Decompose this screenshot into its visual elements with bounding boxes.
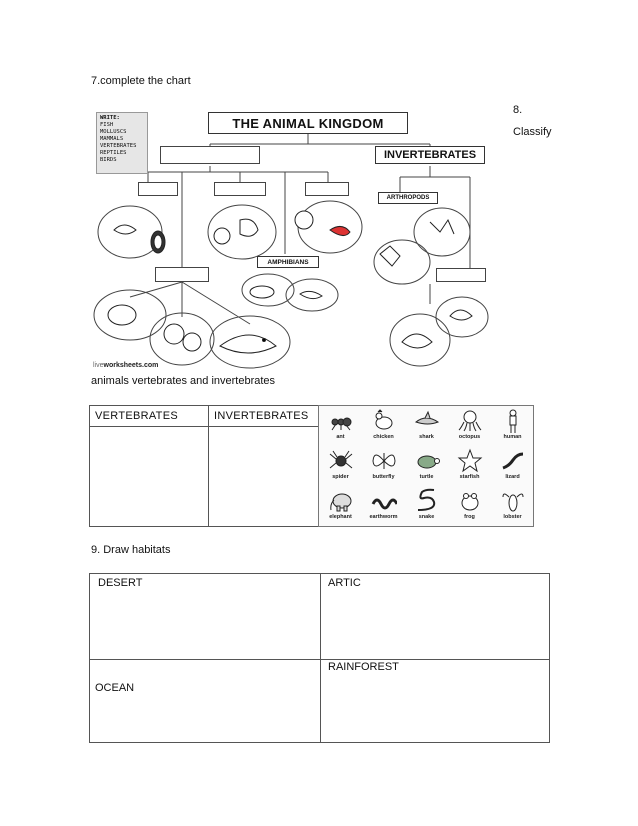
snake-icon xyxy=(414,488,440,514)
invertebrates-label: INVERTEBRATES xyxy=(375,146,485,164)
write-item: MOLLUSCS xyxy=(100,129,127,135)
invertebrates-column-header: INVERTEBRATES xyxy=(214,410,309,422)
chicken-icon xyxy=(371,408,397,434)
vertebrates-answer-cell[interactable] xyxy=(91,428,207,526)
vertebrates-answer-box[interactable] xyxy=(160,146,260,164)
question-8-text: Classify xyxy=(513,126,552,138)
animal-shark xyxy=(405,406,448,446)
animal-caption: chicken xyxy=(373,434,394,440)
answer-box-molluscs[interactable] xyxy=(436,268,486,282)
answer-box-reptiles[interactable] xyxy=(214,182,266,196)
write-item: FISH xyxy=(100,122,114,128)
animal-caption: lizard xyxy=(505,474,520,480)
question-8-number: 8. xyxy=(513,104,523,116)
animal-butterfly xyxy=(362,446,405,486)
write-header: WRITE: xyxy=(100,115,120,121)
animal-human xyxy=(491,406,534,446)
ocean-drawing-area[interactable] xyxy=(91,698,319,742)
animal-caption: butterfly xyxy=(372,474,395,480)
write-item: VERTEBRATES xyxy=(100,143,137,149)
ant-icon xyxy=(328,408,354,434)
animal-frog xyxy=(448,486,491,526)
question-7-heading: 7.complete the chart xyxy=(91,75,191,87)
shark-icon xyxy=(414,408,440,434)
earthworm-icon xyxy=(371,488,397,514)
animal-kingdom-chart xyxy=(90,102,502,370)
invertebrates-answer-cell[interactable] xyxy=(210,428,318,526)
animal-caption: turtle xyxy=(419,474,434,480)
animal-ant xyxy=(319,406,362,446)
answer-box-birds[interactable] xyxy=(138,182,178,196)
animal-elephant xyxy=(319,486,362,526)
animal-caption: octopus xyxy=(458,434,481,440)
animal-earthworm xyxy=(362,486,405,526)
animal-starfish xyxy=(448,446,491,486)
animal-caption: snake xyxy=(418,514,435,520)
elephant-icon xyxy=(328,488,354,514)
classify-table xyxy=(89,405,319,527)
animal-snake xyxy=(405,486,448,526)
habitats-table xyxy=(89,573,550,743)
animal-caption: shark xyxy=(419,434,434,440)
artic-drawing-area[interactable] xyxy=(322,592,548,658)
animal-picture-grid xyxy=(318,405,534,527)
lizard-icon xyxy=(500,448,526,474)
credit-prefix: live xyxy=(93,362,104,369)
animal-caption: frog xyxy=(464,514,475,520)
butterfly-icon xyxy=(371,448,397,474)
write-item: REPTILES xyxy=(100,150,127,156)
animal-caption: lobster xyxy=(503,514,522,520)
write-word-bank xyxy=(96,112,148,174)
human-icon xyxy=(500,408,526,434)
animal-lizard xyxy=(491,446,534,486)
animal-kingdom-title: THE ANIMAL KINGDOM xyxy=(208,112,408,134)
animal-lobster xyxy=(491,486,534,526)
write-item: MAMMALS xyxy=(100,136,124,142)
arthropods-label: ARTHROPODS xyxy=(378,192,438,204)
animal-spider xyxy=(319,446,362,486)
habitat-artic-label: ARTIC xyxy=(328,577,361,589)
animal-turtle xyxy=(405,446,448,486)
animal-chicken xyxy=(362,406,405,446)
question-8-continuation: animals vertebrates and invertebrates xyxy=(91,375,276,387)
animal-octopus xyxy=(448,406,491,446)
habitat-rainforest-label: RAINFOREST xyxy=(328,661,399,673)
rainforest-drawing-area[interactable] xyxy=(322,676,548,742)
credit-suffix: worksheets.com xyxy=(103,362,159,369)
worksheet-credit xyxy=(93,362,158,369)
animal-caption: elephant xyxy=(329,514,352,520)
turtle-icon xyxy=(414,448,440,474)
answer-box-mammals[interactable] xyxy=(155,267,209,282)
vertebrates-column-header: VERTEBRATES xyxy=(95,410,178,422)
frog-icon xyxy=(457,488,483,514)
habitat-desert-label: DESERT xyxy=(98,577,143,589)
animal-caption: earthworm xyxy=(369,514,398,520)
desert-drawing-area[interactable] xyxy=(91,592,319,658)
question-9-heading: 9. Draw habitats xyxy=(91,544,171,556)
octopus-icon xyxy=(457,408,483,434)
write-item: BIRDS xyxy=(100,157,117,163)
spider-icon xyxy=(328,448,354,474)
answer-box-fish[interactable] xyxy=(305,182,349,196)
animal-caption: ant xyxy=(336,434,345,440)
starfish-icon xyxy=(457,448,483,474)
amphibians-label: AMPHIBIANS xyxy=(257,256,319,268)
animal-caption: starfish xyxy=(459,474,480,480)
table-column-divider xyxy=(208,406,209,526)
habitats-column-divider xyxy=(320,574,321,742)
animal-caption: human xyxy=(503,434,522,440)
habitat-ocean-label: OCEAN xyxy=(95,682,135,694)
lobster-icon xyxy=(500,488,526,514)
habitats-row-divider xyxy=(90,659,549,660)
table-header-divider xyxy=(90,426,318,427)
chart-lines xyxy=(90,102,502,370)
animal-caption: spider xyxy=(332,474,349,480)
